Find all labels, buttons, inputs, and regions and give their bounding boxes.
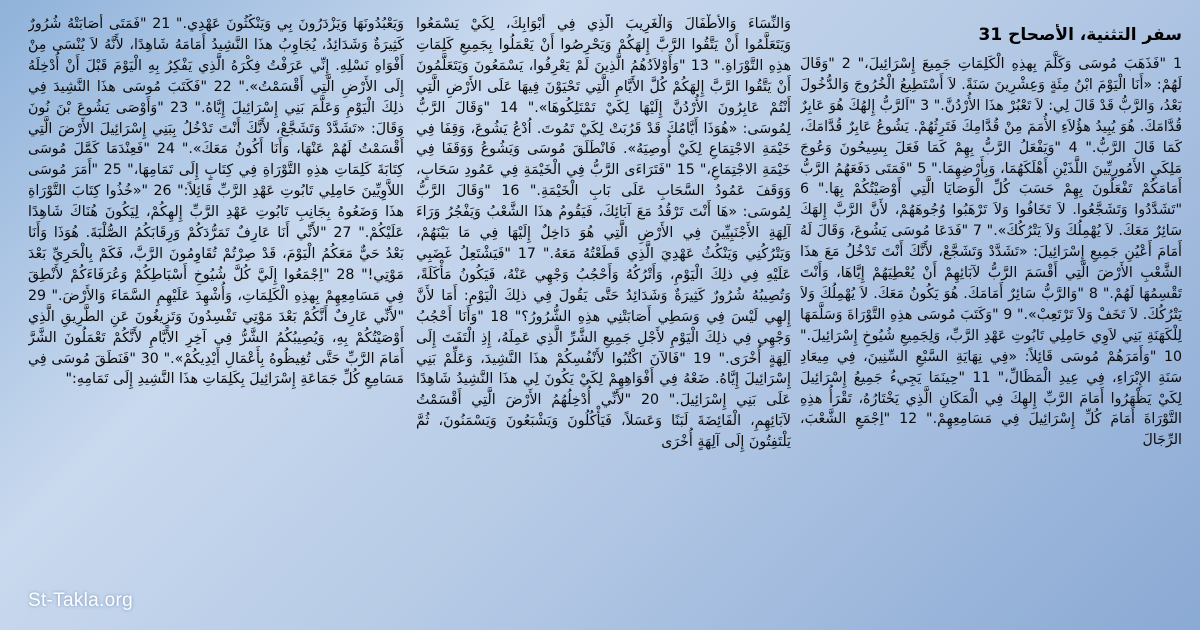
text-column-right xyxy=(800,24,1182,618)
chapter-title: سفر التثنية، الأصحاح 31 xyxy=(978,25,1182,45)
text-column-middle xyxy=(416,14,791,618)
text-column-left xyxy=(28,14,404,618)
column-text: وَيَعْبُدُونَهَا وَيَزْدَرُونَ بِي وَيَنْكُثُونَ عَهْدِي." 21 "فَمَتَى أَصَابَتْهُ شُرُورٌ كَثِيرَةٌ وَشَدَائِدُ، يُجَاوِبُ هذَا النَّشِيدُ أَمَامَهُ شَاهِدًا، لأَنَّهُ لاَ يُنْسَى مِنْ أَفْوَاهِ نَسْلِهِ. إِنِّي عَرَفْتُ فِكْرَهُ الَّذِي يَفْكِرُ بِهِ الْيَوْمَ قَبْلَ أَنْ أُدْخِلَهُ إِلَى الأَرْضِ الَّتِي أَقْسَمْتُ»." 22 "فَكَتَبَ مُوسَى هذَا النَّشِيدَ فِي ذلِكَ الْيَوْمِ وَعَلَّمَ بَنِي إِسْرَائِيلَ إِيَّاهُ." 23 "وَأَوْصَى يَشُوعَ بْنَ نُونَ وَقَالَ: «تَشَدَّدْ وَتَشَجَّعْ، لأَنَّكَ أَنْتَ تَدْخُلُ بِبَنِي إِسْرَائِيلَ الأَرْضَ الَّتِي أَقْسَمْتُ لَهُمْ عَنْهَا، وَأَنَا أَكُونُ مَعَكَ»." 24 "فَعِنْدَمَا كَمَّلَ مُوسَى كِتَابَةَ كَلِمَاتِ هذِهِ التَّوْرَاةِ فِي كِتَابٍ إِلَى تَمَامِهَا،" 25 "أَمَرَ مُوسَى اللاَّوِيِّينَ حَامِلِي تَابُوتِ عَهْدِ الرَّبِّ قَائِلاً:" 26 "«خُذُوا كِتَابَ التَّوْرَاةِ هذَا وَضَعُوهُ بِجَانِبِ تَابُوتِ عَهْدِ الرَّبِّ إِلهِكُمْ، لِيَكُونَ هُنَاكَ شَاهِدًا عَلَيْكُمْ." 27 "لأَنِّي أَنَا عَارِفٌ تَمَرُّدَكُمْ وَرِقَابَكُمُ الصُّلْبَةَ. هُوَذَا وَأَنَا بَعْدُ حَيٌّ مَعَكُمُ الْيَوْمَ، قَدْ صِرْتُمْ تُقَاوِمُونَ الرَّبَّ، فَكَمْ بِالْحَرِيِّ بَعْدَ مَوْتِي!" 28 "اِجْمَعُوا إِلَيَّ كُلَّ شُيُوخِ أَسْبَاطِكُمْ وَعُرَفَاءَكُمْ لأَنْطِقَ فِي مَسَامِعِهِمْ بِهذِهِ الْكَلِمَاتِ، وَأُشْهِدَ عَلَيْهِمِ السَّمَاءَ وَالأَرْضَ." 29 "لأَنِّي عَارِفٌ أَنَّكُمْ بَعْدَ مَوْتِي تَفْسِدُونَ وَتَزِيغُونَ عَنِ الطَّرِيقِ الَّذِي أَوْصَيْتُكُمْ بِهِ، وَيُصِيبُكُمُ الشَّرُّ فِي آخِرِ الأَيَّامِ لأَنَّكُمْ تَعْمَلُونَ الشَّرَّ أَمَامَ الرَّبِّ حَتَّى تُغِيظُوهُ بِأَعْمَالِ أَيْدِيكُمْ»." 30 "فَنَطَقَ مُوسَى فِي مَسَامِعِ كُلِّ جَمَاعَةِ إِسْرَائِيلَ بِكَلِمَاتِ هذَا النَّشِيدِ إِلَى تَمَامِهِ:" xyxy=(28,16,404,388)
column-text: وَالنِّسَاءَ وَالأَطْفَالَ وَالْغَرِيبَ الَّذِي فِي أَبْوَابِكَ، لِكَيْ يَسْمَعُوا وَيَتَعَلَّمُوا أَنْ يَتَّقُوا الرَّبَّ إِلهَكُمْ وَيَحْرِصُوا أَنْ يَعْمَلُوا بِجَمِيعِ كَلِمَاتِ هذِهِ التَّوْرَاةِ." 13 "وَأَوْلاَدُهُمُ الَّذِينَ لَمْ يَعْرِفُوا، يَسْمَعُونَ وَيَتَعَلَّمُونَ أَنْ يَتَّقُوا الرَّبَّ إِلهَكُمْ كُلَّ الأَيَّامِ الَّتِي تَحْيَوْنَ فِيهَا عَلَى الأَرْضِ الَّتِي أَنْتُمْ عَابِرُونَ الأُرْدُنَّ إِلَيْهَا لِكَيْ تَمْتَلِكُوهَا»." 14 "وَقَالَ الرَّبُّ لِمُوسَى: «هُوَذَا أَيَّامُكَ قَدْ قَرُبَتْ لِكَيْ تَمُوتَ. اُدْعُ يَشُوعَ، وَقِفَا فِي خَيْمَةِ الاجْتِمَاعِ لِكَيْ أُوصِيَهُ». فَانْطَلَقَ مُوسَى وَيَشُوعُ وَوَقَفَا فِي خَيْمَةِ الاجْتِمَاعِ،" 15 "فَتَرَاءَى الرَّبُّ فِي الْخَيْمَةِ فِي عَمُودِ سَحَابٍ، وَوَقَفَ عَمُودُ السَّحَابِ عَلَى بَابِ الْخَيْمَةِ." 16 "وَقَالَ الرَّبُّ لِمُوسَى: «هَا أَنْتَ تَرْقُدُ مَعَ آبَائِكَ، فَيَقُومُ هذَا الشَّعْبُ وَيَفْجُرُ وَرَاءَ آلِهَةِ الأَجْنَبِيِّينَ فِي الأَرْضِ الَّتِي هُوَ دَاخِلٌ إِلَيْهَا فِي مَا بَيْنَهُمْ، وَيَتْرُكُنِي وَيَنْكُثُ عَهْدِيَ الَّذِي قَطَعْتُهُ مَعَهُ." 17 "فَيَشْتَعِلُ غَضَبِي عَلَيْهِ فِي ذلِكَ الْيَوْمِ، وَأَتْرُكُهُ وَأَحْجُبُ وَجْهِي عَنْهُ، فَيَكُونُ مَأْكَلَةً، وَتُصِيبُهُ شُرُورٌ كَثِيرَةٌ وَشَدَائِدُ حَتَّى يَقُولَ فِي ذلِكَ الْيَوْمِ: أَمَا لأَنَّ إِلهِي لَيْسَ فِي وَسَطِي أَصَابَتْنِي هذِهِ الشُّرُورُ؟" 18 "وَأَنَا أَحْجُبُ وَجْهِي فِي ذلِكَ الْيَوْمِ لأَجْلِ جَمِيعِ الشَّرِّ الَّذِي عَمِلَهُ، إِذِ الْتَفَتَ إِلَى آلِهَةٍ أُخْرَى." 19 "فَالآنَ اكْتُبُوا لأَنْفُسِكُمْ هذَا النَّشِيدَ، وَعَلِّمْ بَنِي إِسْرَائِيلَ إِيَّاهُ. ضَعْهُ فِي أَفْوَاهِهِمْ لِكَيْ يَكُونَ لِي هذَا النَّشِيدُ شَاهِدًا عَلَى بَنِي إِسْرَائِيلَ." 20 "لأَنِّي أُدْخِلُهُمُ الأَرْضَ الَّتِي أَقْسَمْتُ لآبَائِهِمِ، الْفَائِضَةَ لَبَنًا وَعَسَلاً، فَيَأْكُلُونَ وَيَشْبَعُونَ وَيَسْمَنُونَ، ثُمَّ يَلْتَفِتُونَ إِلَى آلِهَةٍ أُخْرَى xyxy=(416,16,791,451)
column-text: 1 "فَذَهَبَ مُوسَى وَكَلَّمَ بِهذِهِ الْكَلِمَاتِ جَمِيعَ إِسْرَائِيلَ،" 2 "وَقَالَ لَهُمْ: «أَنَا الْيَوْمَ ابْنُ مِئَةٍ وَعِشْرِينَ سَنَةً. لاَ أَسْتَطِيعُ الْخُرُوجَ وَالدُّخُولَ بَعْدُ، وَالرَّبُّ قَدْ قَالَ لِي: لاَ تَعْبُرْ هذَا الأُرْدُنَّ." 3 "اَلرَّبُّ إِلهُكَ هُوَ عَابِرٌ قُدَّامَكَ. هُوَ يُبِيدُ هؤُلاَءِ الأُمَمَ مِنْ قُدَّامِكَ فَتَرِثُهُمْ. يَشُوعُ عَابِرٌ قُدَّامَكَ، كَمَا قَالَ الرَّبُّ." 4 "وَيَفْعَلُ الرَّبُّ بِهِمْ كَمَا فَعَلَ بِسِيحُونَ وَعُوجَ مَلِكَيِ الأَمُورِيِّينَ اللَّذَيْنِ أَهْلَكَهُمَا، وَبِأَرْضِهِمَا." 5 "فَمَتَى دَفَعَهُمُ الرَّبُّ أَمَامَكُمْ تَفْعَلُونَ بِهِمْ حَسَبَ كُلِّ الْوَصَايَا الَّتِي أَوْصَيْتُكُمْ بِهَا." 6 "تَشَدَّدُوا وَتَشَجَّعُوا. لاَ تَخَافُوا وَلاَ تَرْهَبُوا وُجُوهَهُمْ، لأَنَّ الرَّبَّ إِلهَكَ سَائِرٌ مَعَكَ. لاَ يُهْمِلُكَ وَلاَ يَتْرُكُكَ»." 7 "فَدَعَا مُوسَى يَشُوعَ، وَقَالَ لَهُ أَمَامَ أَعْيُنِ جَمِيعِ إِسْرَائِيلَ: «تَشَدَّدْ وَتَشَجَّعْ، لأَنَّكَ أَنْتَ تَدْخُلُ مَعَ هذَا الشَّعْبِ الأَرْضَ الَّتِي أَقْسَمَ الرَّبُّ لآبَائِهِمْ أَنْ يُعْطِيَهُمْ إِيَّاهَا، وَأَنْتَ تَقْسِمُهَا لَهُمْ." 8 "وَالرَّبُّ سَائِرٌ أَمَامَكَ. هُوَ يَكُونُ مَعَكَ. لاَ يُهْمِلُكَ وَلاَ يَتْرُكُكَ. لاَ تَخَفْ وَلاَ تَرْتَعِبْ»." 9 "وَكَتَبَ مُوسَى هذِهِ التَّوْرَاةَ وَسَلَّمَهَا لِلْكَهَنَةِ بَنِي لاَوِي حَامِلِي تَابُوتِ عَهْدِ الرَّبِّ، وَلِجَمِيعِ شُيُوخِ إِسْرَائِيلَ." 10 "وَأَمَرَهُمْ مُوسَى قَائِلاً: «فِي نِهَايَةِ السَّبْعِ السِّنِينَ، فِي مِيعَادِ سَنَةِ الإِبْرَاءِ، فِي عِيدِ الْمَظَالِّ،" 11 "حِينَمَا يَجِيءُ جَمِيعُ إِسْرَائِيلَ لِكَيْ يَظْهَرُوا أَمَامَ الرَّبِّ إِلهِكَ فِي الْمَكَانِ الَّذِي يَخْتَارُهُ، تَقْرَأُ هذِهِ التَّوْرَاةَ أَمَامَ كُلِّ إِسْرَائِيلَ فِي مَسَامِعِهِمْ." 12 "اِجْمَعِ الشَّعْبَ، الرِّجَالَ xyxy=(800,56,1182,449)
site-watermark: St-Takla.org xyxy=(28,590,133,611)
